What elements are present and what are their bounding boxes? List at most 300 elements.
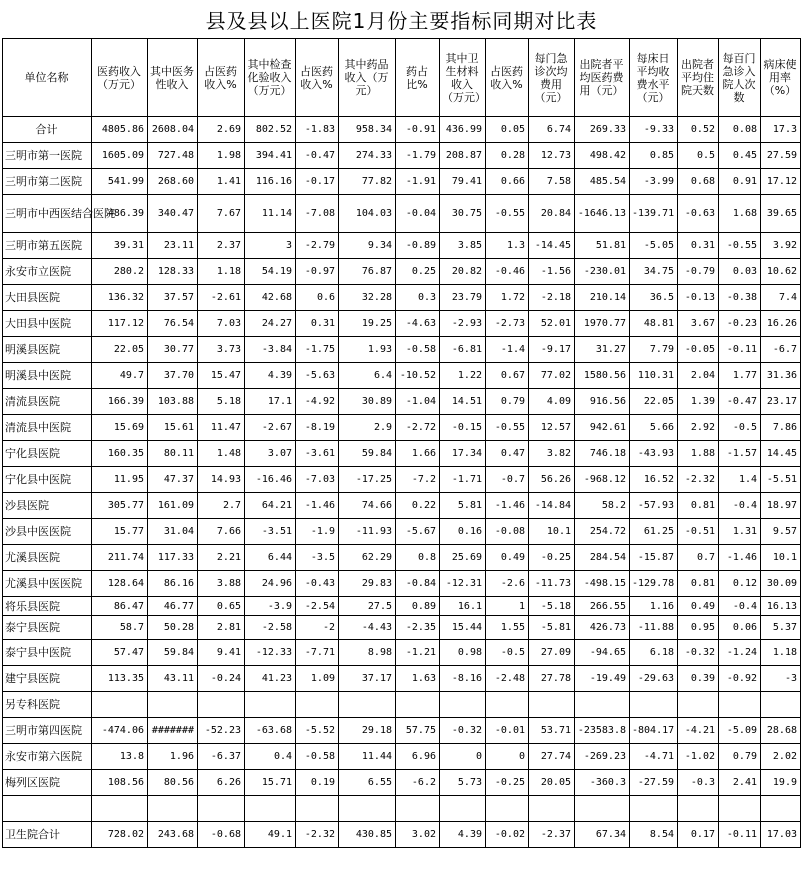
value-cell: -0.05: [678, 337, 719, 363]
value-cell: -0.5: [719, 415, 761, 441]
value-cell: 1.31: [719, 519, 761, 545]
unit-name-cell: 清流县中医院: [3, 415, 92, 441]
value-cell: [678, 692, 719, 718]
value-cell: 74.66: [339, 493, 396, 519]
value-cell: -0.02: [486, 822, 529, 848]
value-cell: -0.4: [719, 597, 761, 616]
value-cell: 2.21: [198, 545, 245, 571]
value-cell: -0.11: [719, 822, 761, 848]
value-cell: 3.85: [440, 233, 486, 259]
unit-name-cell: 合计: [3, 117, 92, 143]
value-cell: 116.16: [245, 169, 296, 195]
value-cell: 0.4: [245, 744, 296, 770]
value-cell: [630, 796, 678, 822]
value-cell: 104.03: [339, 195, 396, 233]
value-cell: -2.61: [198, 285, 245, 311]
value-cell: 16.26: [761, 311, 801, 337]
column-header: 其中医务性收入: [148, 39, 198, 117]
value-cell: 34.75: [630, 259, 678, 285]
value-cell: 17.12: [761, 169, 801, 195]
value-cell: 49.1: [245, 822, 296, 848]
value-cell: 113.35: [92, 666, 148, 692]
value-cell: 1.88: [678, 441, 719, 467]
column-header: 占医药收入%: [198, 39, 245, 117]
value-cell: [761, 796, 801, 822]
table-row: [3, 493, 801, 519]
value-cell: 17.03: [761, 822, 801, 848]
value-cell: 4.09: [529, 389, 575, 415]
value-cell: -0.79: [678, 259, 719, 285]
column-header: 病床使用率（%）: [761, 39, 801, 117]
value-cell: 19.25: [339, 311, 396, 337]
value-cell: 1.55: [486, 616, 529, 640]
value-cell: [296, 796, 339, 822]
value-cell: -4.92: [296, 389, 339, 415]
value-cell: 2608.04: [148, 117, 198, 143]
value-cell: 136.32: [92, 285, 148, 311]
table-row: [3, 285, 801, 311]
table-row: [3, 143, 801, 169]
table-row: [3, 666, 801, 692]
value-cell: -9.17: [529, 337, 575, 363]
value-cell: -5.05: [630, 233, 678, 259]
value-cell: -0.55: [719, 233, 761, 259]
value-cell: 30.09: [761, 571, 801, 597]
value-cell: -12.33: [245, 640, 296, 666]
value-cell: 430.85: [339, 822, 396, 848]
value-cell: -8.16: [440, 666, 486, 692]
value-cell: -14.45: [529, 233, 575, 259]
value-cell: 7.79: [630, 337, 678, 363]
table-row: [3, 259, 801, 285]
value-cell: -2.18: [529, 285, 575, 311]
value-cell: 25.69: [440, 545, 486, 571]
value-cell: 243.68: [148, 822, 198, 848]
value-cell: 1605.09: [92, 143, 148, 169]
value-cell: -11.93: [339, 519, 396, 545]
unit-name-cell: 清流县医院: [3, 389, 92, 415]
value-cell: 210.14: [575, 285, 630, 311]
table-row: [3, 311, 801, 337]
value-cell: 0.7: [678, 545, 719, 571]
value-cell: -4.21: [678, 718, 719, 744]
value-cell: 7.86: [761, 415, 801, 441]
value-cell: 10.62: [761, 259, 801, 285]
value-cell: -0.5: [486, 640, 529, 666]
column-header: 其中卫生材料收入（万元）: [440, 39, 486, 117]
value-cell: 37.57: [148, 285, 198, 311]
unit-name-cell: 沙县医院: [3, 493, 92, 519]
value-cell: [148, 796, 198, 822]
table-row: [3, 718, 801, 744]
value-cell: 49.7: [92, 363, 148, 389]
value-cell: 117.33: [148, 545, 198, 571]
value-cell: -3.5: [296, 545, 339, 571]
value-cell: -5.52: [296, 718, 339, 744]
value-cell: -8.19: [296, 415, 339, 441]
value-cell: -2.6: [486, 571, 529, 597]
value-cell: 6.96: [396, 744, 440, 770]
value-cell: -0.46: [486, 259, 529, 285]
value-cell: 29.18: [339, 718, 396, 744]
value-cell: 0.31: [678, 233, 719, 259]
value-cell: -1.24: [719, 640, 761, 666]
table-row: [3, 441, 801, 467]
value-cell: -7.08: [296, 195, 339, 233]
table-row: [3, 337, 801, 363]
value-cell: 498.42: [575, 143, 630, 169]
value-cell: 15.47: [198, 363, 245, 389]
table-row: [3, 744, 801, 770]
unit-name-cell: 永安市第六医院: [3, 744, 92, 770]
value-cell: 27.5: [339, 597, 396, 616]
value-cell: 9.41: [198, 640, 245, 666]
value-cell: 15.71: [245, 770, 296, 796]
value-cell: 61.25: [630, 519, 678, 545]
value-cell: -0.25: [486, 770, 529, 796]
value-cell: 0.05: [486, 117, 529, 143]
value-cell: -1.56: [529, 259, 575, 285]
value-cell: -19.49: [575, 666, 630, 692]
value-cell: -2.32: [296, 822, 339, 848]
value-cell: -129.78: [630, 571, 678, 597]
value-cell: 0.03: [719, 259, 761, 285]
value-cell: 27.74: [529, 744, 575, 770]
table-row: [3, 195, 801, 233]
value-cell: 20.05: [529, 770, 575, 796]
value-cell: -43.93: [630, 441, 678, 467]
column-header: 每床日平均收费水平（元）: [630, 39, 678, 117]
value-cell: 30.89: [339, 389, 396, 415]
value-cell: 76.87: [339, 259, 396, 285]
value-cell: -1.21: [396, 640, 440, 666]
value-cell: -474.06: [92, 718, 148, 744]
value-cell: -2.32: [678, 467, 719, 493]
value-cell: [396, 796, 440, 822]
table-row: [3, 233, 801, 259]
value-cell: 1.16: [630, 597, 678, 616]
value-cell: 728.02: [92, 822, 148, 848]
unit-name-cell: 尤溪县医院: [3, 545, 92, 571]
value-cell: 2.69: [198, 117, 245, 143]
table-row: [3, 597, 801, 616]
value-cell: 394.41: [245, 143, 296, 169]
value-cell: -0.47: [719, 389, 761, 415]
value-cell: 1.63: [396, 666, 440, 692]
value-cell: [678, 796, 719, 822]
value-cell: 305.77: [92, 493, 148, 519]
value-cell: -23583.8: [575, 718, 630, 744]
value-cell: -7.2: [396, 467, 440, 493]
value-cell: -0.89: [396, 233, 440, 259]
unit-name-cell: 尤溪县中医医院: [3, 571, 92, 597]
value-cell: -0.84: [396, 571, 440, 597]
value-cell: -0.47: [296, 143, 339, 169]
value-cell: -0.24: [198, 666, 245, 692]
value-cell: 56.26: [529, 467, 575, 493]
table-row: [3, 822, 801, 848]
value-cell: -0.17: [296, 169, 339, 195]
value-cell: -57.93: [630, 493, 678, 519]
value-cell: [575, 692, 630, 718]
value-cell: 1.77: [719, 363, 761, 389]
value-cell: -16.46: [245, 467, 296, 493]
value-cell: 426.73: [575, 616, 630, 640]
value-cell: 3.07: [245, 441, 296, 467]
value-cell: [92, 796, 148, 822]
value-cell: -4.71: [630, 744, 678, 770]
value-cell: 436.99: [440, 117, 486, 143]
table-row: [3, 363, 801, 389]
value-cell: -10.52: [396, 363, 440, 389]
value-cell: 5.37: [761, 616, 801, 640]
value-cell: 103.88: [148, 389, 198, 415]
value-cell: 14.45: [761, 441, 801, 467]
value-cell: -0.13: [678, 285, 719, 311]
spacer-row: [3, 796, 801, 822]
value-cell: -5.51: [761, 467, 801, 493]
value-cell: 31.27: [575, 337, 630, 363]
value-cell: 32.28: [339, 285, 396, 311]
value-cell: 76.54: [148, 311, 198, 337]
value-cell: 0: [440, 744, 486, 770]
value-cell: 4805.86: [92, 117, 148, 143]
value-cell: 0.79: [486, 389, 529, 415]
value-cell: 274.33: [339, 143, 396, 169]
value-cell: 117.12: [92, 311, 148, 337]
value-cell: 7.67: [198, 195, 245, 233]
value-cell: 0.85: [630, 143, 678, 169]
value-cell: 5.66: [630, 415, 678, 441]
value-cell: -27.59: [630, 770, 678, 796]
value-cell: 80.56: [148, 770, 198, 796]
value-cell: 0.65: [198, 597, 245, 616]
value-cell: -1.02: [678, 744, 719, 770]
value-cell: 0.16: [440, 519, 486, 545]
value-cell: 16.13: [761, 597, 801, 616]
value-cell: 0.66: [486, 169, 529, 195]
value-cell: -0.04: [396, 195, 440, 233]
value-cell: -0.01: [486, 718, 529, 744]
unit-name-cell: 将乐县医院: [3, 597, 92, 616]
unit-name-cell: 三明市第二医院: [3, 169, 92, 195]
value-cell: 2.02: [761, 744, 801, 770]
value-cell: 20.82: [440, 259, 486, 285]
value-cell: 6.55: [339, 770, 396, 796]
value-cell: 2.41: [719, 770, 761, 796]
value-cell: 3.82: [529, 441, 575, 467]
value-cell: 22.05: [92, 337, 148, 363]
table-row: [3, 415, 801, 441]
value-cell: 128.64: [92, 571, 148, 597]
unit-name-cell: 大田县中医院: [3, 311, 92, 337]
column-header: 其中药品收入（万元）: [339, 39, 396, 117]
value-cell: -0.11: [719, 337, 761, 363]
value-cell: 916.56: [575, 389, 630, 415]
value-cell: -29.63: [630, 666, 678, 692]
value-cell: 5.73: [440, 770, 486, 796]
comparison-table: [2, 38, 801, 848]
value-cell: 541.99: [92, 169, 148, 195]
value-cell: 15.44: [440, 616, 486, 640]
table-row: [3, 545, 801, 571]
column-header: 药占比%: [396, 39, 440, 117]
value-cell: 86.16: [148, 571, 198, 597]
unit-name-cell: [3, 796, 92, 822]
value-cell: -9.33: [630, 117, 678, 143]
value-cell: -230.01: [575, 259, 630, 285]
value-cell: -0.15: [440, 415, 486, 441]
value-cell: -0.23: [719, 311, 761, 337]
value-cell: 0.81: [678, 493, 719, 519]
value-cell: -0.08: [486, 519, 529, 545]
value-cell: -2.72: [396, 415, 440, 441]
value-cell: 3.73: [198, 337, 245, 363]
value-cell: -2.73: [486, 311, 529, 337]
value-cell: -12.31: [440, 571, 486, 597]
value-cell: [719, 692, 761, 718]
value-cell: 3: [245, 233, 296, 259]
value-cell: 0.89: [396, 597, 440, 616]
value-cell: 48.81: [630, 311, 678, 337]
value-cell: 0.6: [296, 285, 339, 311]
value-cell: [245, 796, 296, 822]
value-cell: 16.52: [630, 467, 678, 493]
value-cell: 1.98: [198, 143, 245, 169]
value-cell: 802.52: [245, 117, 296, 143]
value-cell: -6.37: [198, 744, 245, 770]
value-cell: 54.19: [245, 259, 296, 285]
unit-name-cell: 明溪县中医院: [3, 363, 92, 389]
value-cell: -1.71: [440, 467, 486, 493]
value-cell: 727.48: [148, 143, 198, 169]
value-cell: [719, 796, 761, 822]
column-header: 占医药收入%: [296, 39, 339, 117]
column-header: 医药收入（万元）: [92, 39, 148, 117]
value-cell: 12.57: [529, 415, 575, 441]
value-cell: -0.3: [678, 770, 719, 796]
value-cell: 2.04: [678, 363, 719, 389]
value-cell: -94.65: [575, 640, 630, 666]
value-cell: 1580.56: [575, 363, 630, 389]
value-cell: -0.63: [678, 195, 719, 233]
value-cell: -63.68: [245, 718, 296, 744]
value-cell: -17.25: [339, 467, 396, 493]
unit-name-cell: 三明市第四医院: [3, 718, 92, 744]
value-cell: 2.37: [198, 233, 245, 259]
value-cell: 160.35: [92, 441, 148, 467]
value-cell: -5.09: [719, 718, 761, 744]
value-cell: 10.1: [761, 545, 801, 571]
value-cell: -139.71: [630, 195, 678, 233]
value-cell: -0.92: [719, 666, 761, 692]
value-cell: [198, 692, 245, 718]
unit-name-cell: 三明市第五医院: [3, 233, 92, 259]
value-cell: [339, 692, 396, 718]
value-cell: -1.04: [396, 389, 440, 415]
value-cell: 11.47: [198, 415, 245, 441]
value-cell: 3.92: [761, 233, 801, 259]
value-cell: 6.26: [198, 770, 245, 796]
value-cell: 0.52: [678, 117, 719, 143]
value-cell: -1.83: [296, 117, 339, 143]
value-cell: 0.3: [396, 285, 440, 311]
value-cell: 1: [486, 597, 529, 616]
value-cell: 1.09: [296, 666, 339, 692]
value-cell: 11.44: [339, 744, 396, 770]
value-cell: 43.11: [148, 666, 198, 692]
value-cell: 0.91: [719, 169, 761, 195]
value-cell: 1.48: [198, 441, 245, 467]
value-cell: 746.18: [575, 441, 630, 467]
value-cell: 39.65: [761, 195, 801, 233]
value-cell: -0.38: [719, 285, 761, 311]
unit-name-cell: 建宁县医院: [3, 666, 92, 692]
value-cell: 1.39: [678, 389, 719, 415]
value-cell: -2.93: [440, 311, 486, 337]
value-cell: [396, 692, 440, 718]
value-cell: -0.91: [396, 117, 440, 143]
unit-name-cell: 三明市中西医结合医院: [3, 195, 92, 233]
value-cell: -4.63: [396, 311, 440, 337]
value-cell: 0.47: [486, 441, 529, 467]
value-cell: 67.34: [575, 822, 630, 848]
value-cell: 29.83: [339, 571, 396, 597]
value-cell: 0.45: [719, 143, 761, 169]
value-cell: -7.71: [296, 640, 339, 666]
value-cell: -2: [296, 616, 339, 640]
table-row: [3, 640, 801, 666]
value-cell: 254.72: [575, 519, 630, 545]
value-cell: -1646.13: [575, 195, 630, 233]
value-cell: 24.96: [245, 571, 296, 597]
unit-name-cell: 泰宁县医院: [3, 616, 92, 640]
value-cell: 7.4: [761, 285, 801, 311]
value-cell: [486, 692, 529, 718]
value-cell: 37.70: [148, 363, 198, 389]
table-row: [3, 770, 801, 796]
value-cell: 0.28: [486, 143, 529, 169]
value-cell: 340.47: [148, 195, 198, 233]
value-cell: -0.51: [678, 519, 719, 545]
value-cell: -1.46: [296, 493, 339, 519]
column-header: 每百门急诊入院人次数: [719, 39, 761, 117]
value-cell: -0.58: [396, 337, 440, 363]
value-cell: 958.34: [339, 117, 396, 143]
value-cell: [296, 692, 339, 718]
table-row: [3, 169, 801, 195]
value-cell: -0.97: [296, 259, 339, 285]
value-cell: -3.51: [245, 519, 296, 545]
value-cell: 23.79: [440, 285, 486, 311]
value-cell: -0.32: [678, 640, 719, 666]
value-cell: -15.87: [630, 545, 678, 571]
value-cell: [148, 692, 198, 718]
value-cell: 8.54: [630, 822, 678, 848]
value-cell: 19.9: [761, 770, 801, 796]
value-cell: 0.98: [440, 640, 486, 666]
value-cell: 64.21: [245, 493, 296, 519]
value-cell: 0.31: [296, 311, 339, 337]
total-row: [3, 117, 801, 143]
value-cell: 1.96: [148, 744, 198, 770]
value-cell: 0.8: [396, 545, 440, 571]
value-cell: [440, 692, 486, 718]
value-cell: 5.18: [198, 389, 245, 415]
value-cell: 39.31: [92, 233, 148, 259]
value-cell: [440, 796, 486, 822]
value-cell: -14.84: [529, 493, 575, 519]
